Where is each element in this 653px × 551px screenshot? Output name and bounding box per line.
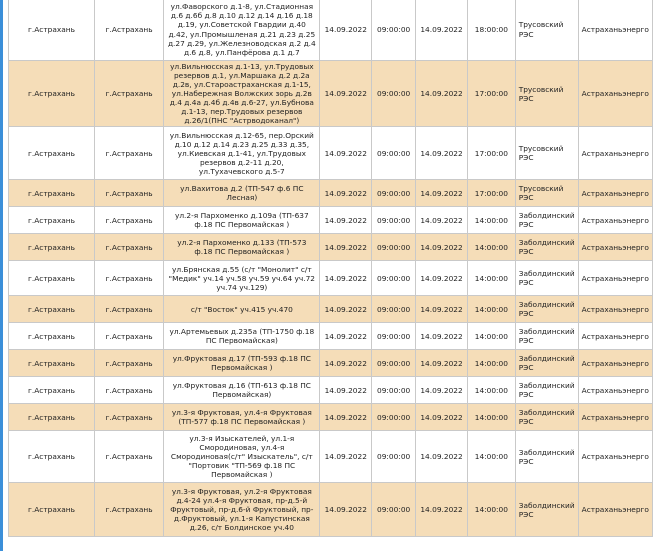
res-cell: Заболдинский РЭС xyxy=(515,404,578,431)
start-date-cell: 14.09.2022 xyxy=(320,431,372,483)
outage-table xyxy=(8,0,653,537)
region-cell: г.Астрахань xyxy=(9,296,95,323)
end-date-cell: 14.09.2022 xyxy=(416,61,468,127)
start-date-cell: 14.09.2022 xyxy=(320,234,372,261)
address-cell: ул.Фаворского д.1-8, ул.Стадионная д.6 д.6б д.8 д.10 д.12 д.14 д.16 д.18 д.19, ул.Советской Гвардии д.40 д.42, ул.Промышленая д.21 д.23 д.25 д.27 д.29, ул.Железноводская д.2 д.4 д.6 д.8, ул.Панфёрова д.1 д.7 xyxy=(164,0,320,61)
table-row xyxy=(9,323,653,350)
city-cell: г.Астрахань xyxy=(94,350,163,377)
end-time-cell: 17:00:00 xyxy=(467,61,515,127)
end-time-cell: 14:00:00 xyxy=(467,261,515,296)
end-date-cell: 14.09.2022 xyxy=(416,180,468,207)
address-cell: с/т "Восток" уч.415 уч.470 xyxy=(164,296,320,323)
start-date-cell: 14.09.2022 xyxy=(320,61,372,127)
region-cell: г.Астрахань xyxy=(9,483,95,537)
res-cell: Заболдинский РЭС xyxy=(515,350,578,377)
start-time-cell: 09:00:00 xyxy=(372,61,416,127)
address-cell: ул.Вильнюсская д.12-65, пер.Орский д.10 д.12 д.14 д.23 д.25 д.33 д.35, ул.Киевская д.1-41, ул.Трудовых резервов д.2-11 д.20, ул.Тухачевского д.5-7 xyxy=(164,127,320,180)
res-cell: Заболдинский РЭС xyxy=(515,207,578,234)
end-date-cell: 14.09.2022 xyxy=(416,323,468,350)
region-cell: г.Астрахань xyxy=(9,431,95,483)
res-cell: Трусовский РЭС xyxy=(515,61,578,127)
start-time-cell: 09:00:00 xyxy=(372,323,416,350)
end-time-cell: 14:00:00 xyxy=(467,350,515,377)
start-time-cell: 09:00:00 xyxy=(372,127,416,180)
address-cell: ул.Фруктовая д.17 (ТП-593 ф.18 ПС Первомайская ) xyxy=(164,350,320,377)
end-time-cell: 17:00:00 xyxy=(467,180,515,207)
company-cell: Астраханьэнерго xyxy=(578,404,652,431)
address-cell: ул.Вильнюсская д.1-13, ул.Трудовых резервов д.1, ул.Маршака д.2 д.2а д.2в, ул.Староастраханская д.1-15, ул.Набережная Волжских зорь д.2в д.4 д.4а д.4б д.4в д.6-27, ул.Бубнова д.1-13, пер.Трудовых резервов д.26/1(ПНС "Астрводоканал") xyxy=(164,61,320,127)
end-date-cell: 14.09.2022 xyxy=(416,234,468,261)
res-cell: Заболдинский РЭС xyxy=(515,323,578,350)
end-date-cell: 14.09.2022 xyxy=(416,431,468,483)
company-cell: Астраханьэнерго xyxy=(578,483,652,537)
end-date-cell: 14.09.2022 xyxy=(416,377,468,404)
company-cell: Астраханьэнерго xyxy=(578,207,652,234)
company-cell: Астраханьэнерго xyxy=(578,377,652,404)
company-cell: Астраханьэнерго xyxy=(578,61,652,127)
start-time-cell: 09:00:00 xyxy=(372,207,416,234)
company-cell: Астраханьэнерго xyxy=(578,0,652,61)
start-time-cell: 09:00:00 xyxy=(372,483,416,537)
start-time-cell: 09:00:00 xyxy=(372,180,416,207)
start-time-cell: 09:00:00 xyxy=(372,377,416,404)
region-cell: г.Астрахань xyxy=(9,127,95,180)
table-row xyxy=(9,483,653,537)
start-time-cell: 09:00:00 xyxy=(372,431,416,483)
company-cell: Астраханьэнерго xyxy=(578,296,652,323)
city-cell: г.Астрахань xyxy=(94,207,163,234)
end-date-cell: 14.09.2022 xyxy=(416,127,468,180)
start-date-cell: 14.09.2022 xyxy=(320,0,372,61)
company-cell: Астраханьэнерго xyxy=(578,431,652,483)
table-row xyxy=(9,350,653,377)
start-date-cell: 14.09.2022 xyxy=(320,483,372,537)
city-cell: г.Астрахань xyxy=(94,261,163,296)
city-cell: г.Астрахань xyxy=(94,127,163,180)
company-cell: Астраханьэнерго xyxy=(578,350,652,377)
res-cell: Заболдинский РЭС xyxy=(515,483,578,537)
end-time-cell: 14:00:00 xyxy=(467,234,515,261)
table-row xyxy=(9,127,653,180)
table-row xyxy=(9,207,653,234)
city-cell: г.Астрахань xyxy=(94,323,163,350)
company-cell: Астраханьэнерго xyxy=(578,323,652,350)
end-date-cell: 14.09.2022 xyxy=(416,483,468,537)
address-cell: ул.Вахитова д.2 (ТП-547 ф.6 ПС Лесная) xyxy=(164,180,320,207)
city-cell: г.Астрахань xyxy=(94,377,163,404)
start-time-cell: 09:00:00 xyxy=(372,404,416,431)
table-row xyxy=(9,377,653,404)
res-cell: Трусовский РЭС xyxy=(515,180,578,207)
start-date-cell: 14.09.2022 xyxy=(320,350,372,377)
company-cell: Астраханьэнерго xyxy=(578,234,652,261)
start-time-cell: 09:00:00 xyxy=(372,350,416,377)
company-cell: Астраханьэнерго xyxy=(578,127,652,180)
end-time-cell: 14:00:00 xyxy=(467,404,515,431)
address-cell: ул.Фруктовая д.16 (ТП-613 ф.18 ПС Первомайская) xyxy=(164,377,320,404)
region-cell: г.Астрахань xyxy=(9,404,95,431)
end-time-cell: 14:00:00 xyxy=(467,483,515,537)
region-cell: г.Астрахань xyxy=(9,350,95,377)
region-cell: г.Астрахань xyxy=(9,261,95,296)
table-row xyxy=(9,404,653,431)
page-left-accent xyxy=(0,0,3,551)
start-date-cell: 14.09.2022 xyxy=(320,180,372,207)
start-date-cell: 14.09.2022 xyxy=(320,404,372,431)
region-cell: г.Астрахань xyxy=(9,180,95,207)
start-time-cell: 09:00:00 xyxy=(372,0,416,61)
outage-table-body xyxy=(9,0,653,537)
region-cell: г.Астрахань xyxy=(9,61,95,127)
end-date-cell: 14.09.2022 xyxy=(416,296,468,323)
table-row xyxy=(9,0,653,61)
end-date-cell: 14.09.2022 xyxy=(416,261,468,296)
res-cell: Трусовский РЭС xyxy=(515,127,578,180)
city-cell: г.Астрахань xyxy=(94,483,163,537)
res-cell: Заболдинский РЭС xyxy=(515,234,578,261)
end-time-cell: 14:00:00 xyxy=(467,431,515,483)
city-cell: г.Астрахань xyxy=(94,180,163,207)
table-row xyxy=(9,180,653,207)
city-cell: г.Астрахань xyxy=(94,61,163,127)
end-date-cell: 14.09.2022 xyxy=(416,350,468,377)
start-date-cell: 14.09.2022 xyxy=(320,207,372,234)
end-time-cell: 17:00:00 xyxy=(467,127,515,180)
address-cell: ул.Брянская д.55 (с/т "Монолит" с/т "Медик" уч.14 уч.58 уч.59 уч.64 уч.72 уч.74 уч.129) xyxy=(164,261,320,296)
region-cell: г.Астрахань xyxy=(9,234,95,261)
address-cell: ул.2-я Пархоменко д.133 (ТП-573 ф.18 ПС Первомайская ) xyxy=(164,234,320,261)
start-time-cell: 09:00:00 xyxy=(372,261,416,296)
start-date-cell: 14.09.2022 xyxy=(320,127,372,180)
res-cell: Заболдинский РЭС xyxy=(515,377,578,404)
start-date-cell: 14.09.2022 xyxy=(320,323,372,350)
address-cell: ул.2-я Пархоменко д.109а (ТП-637 ф.18 ПС Первомайская ) xyxy=(164,207,320,234)
table-row xyxy=(9,234,653,261)
start-date-cell: 14.09.2022 xyxy=(320,377,372,404)
address-cell: ул.3-я Фруктовая, ул.2-я Фруктовая д.4-24 ул.4-я Фруктовая, пр-д.5-й Фруктовый, пр-д.6-й Фруктовый, пр-д.Фруктовый, ул.1-я Капустинская д.26, с/т Болдинское уч.40 xyxy=(164,483,320,537)
address-cell: ул.Артемьевых д.235а (ТП-1750 ф.18 ПС Первомайская) xyxy=(164,323,320,350)
company-cell: Астраханьэнерго xyxy=(578,180,652,207)
table-row xyxy=(9,431,653,483)
res-cell: Заболдинский РЭС xyxy=(515,261,578,296)
table-row xyxy=(9,296,653,323)
city-cell: г.Астрахань xyxy=(94,0,163,61)
start-date-cell: 14.09.2022 xyxy=(320,296,372,323)
end-time-cell: 14:00:00 xyxy=(467,377,515,404)
end-date-cell: 14.09.2022 xyxy=(416,207,468,234)
table-row xyxy=(9,261,653,296)
res-cell: Заболдинский РЭС xyxy=(515,431,578,483)
end-time-cell: 18:00:00 xyxy=(467,0,515,61)
start-time-cell: 09:00:00 xyxy=(372,234,416,261)
company-cell: Астраханьэнерго xyxy=(578,261,652,296)
table-row xyxy=(9,61,653,127)
address-cell: ул.3-я Фруктовая, ул.4-я Фруктовая (ТП-577 ф.18 ПС Первомайская ) xyxy=(164,404,320,431)
region-cell: г.Астрахань xyxy=(9,207,95,234)
end-time-cell: 14:00:00 xyxy=(467,207,515,234)
city-cell: г.Астрахань xyxy=(94,296,163,323)
end-date-cell: 14.09.2022 xyxy=(416,404,468,431)
res-cell: Трусовский РЭС xyxy=(515,0,578,61)
start-date-cell: 14.09.2022 xyxy=(320,261,372,296)
start-time-cell: 09:00:00 xyxy=(372,296,416,323)
city-cell: г.Астрахань xyxy=(94,431,163,483)
res-cell: Заболдинский РЭС xyxy=(515,296,578,323)
city-cell: г.Астрахань xyxy=(94,404,163,431)
address-cell: ул.3-я Изыскателей, ул.1-я Смородиновая, ул.4-я Смородиновая(с/т" Изыскатель", с/т "Портовик "ТП-569 ф.18 ПС Первомайская ) xyxy=(164,431,320,483)
end-date-cell: 14.09.2022 xyxy=(416,0,468,61)
end-time-cell: 14:00:00 xyxy=(467,323,515,350)
region-cell: г.Астрахань xyxy=(9,0,95,61)
region-cell: г.Астрахань xyxy=(9,323,95,350)
region-cell: г.Астрахань xyxy=(9,377,95,404)
city-cell: г.Астрахань xyxy=(94,234,163,261)
end-time-cell: 14:00:00 xyxy=(467,296,515,323)
